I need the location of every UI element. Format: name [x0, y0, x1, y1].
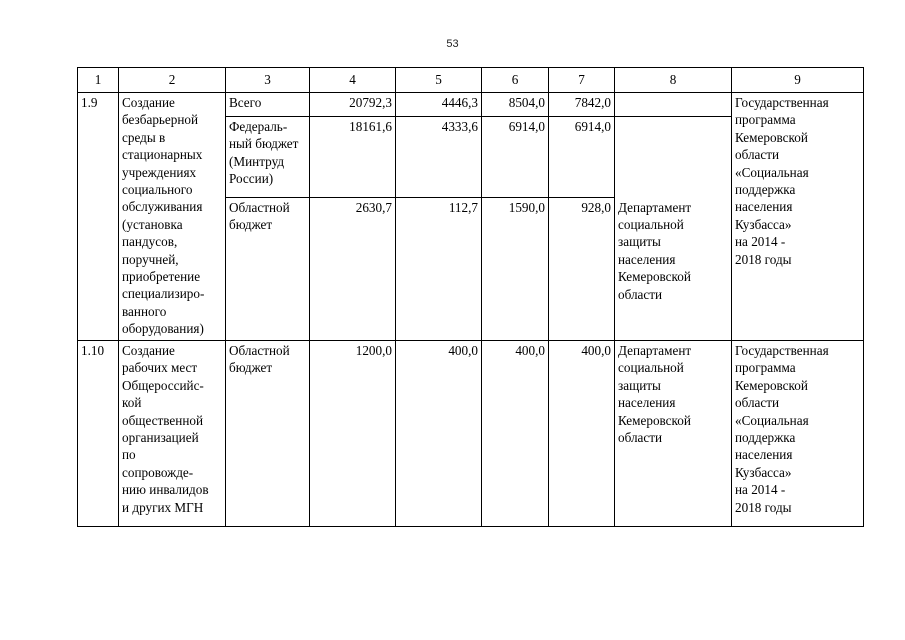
funding-source: Всего: [226, 93, 310, 117]
executor: [615, 93, 732, 117]
year2-amount: 1590,0: [482, 198, 549, 341]
year1-amount: 4333,6: [396, 117, 482, 198]
page-number: 53: [446, 38, 459, 50]
activity-name: Создание рабочих мест Общероссийс- кой общественной организацией по сопровожде- нию инвалидов и других МГН: [119, 341, 226, 527]
column-header: 2: [119, 68, 226, 93]
column-header: 7: [549, 68, 615, 93]
funding-source: Областной бюджет: [226, 198, 310, 341]
year2-amount: 6914,0: [482, 117, 549, 198]
state-program: Государственная программа Кемеровской области «Социальная поддержка населения Кузбасса» на 2014 - 2018 годы: [732, 341, 864, 527]
year1-amount: 112,7: [396, 198, 482, 341]
total-amount: 1200,0: [310, 341, 396, 527]
column-header: 3: [226, 68, 310, 93]
year2-amount: 400,0: [482, 341, 549, 527]
year3-amount: 400,0: [549, 341, 615, 527]
row-number: 1.10: [78, 341, 119, 527]
year3-amount: 7842,0: [549, 93, 615, 117]
year1-amount: 4446,3: [396, 93, 482, 117]
activity-name: Создание безбарьерной среды в стационарных учреждениях социального обслуживания (установка пандусов, поручней, приобретение специализиро- ванного оборудования): [119, 93, 226, 341]
year3-amount: 928,0: [549, 198, 615, 341]
total-amount: 18161,6: [310, 117, 396, 198]
column-header: 5: [396, 68, 482, 93]
total-amount: 2630,7: [310, 198, 396, 341]
total-amount: 20792,3: [310, 93, 396, 117]
program-table: [77, 67, 864, 527]
table-header-row: [78, 68, 864, 93]
column-header: 8: [615, 68, 732, 93]
year2-amount: 8504,0: [482, 93, 549, 117]
column-header: 6: [482, 68, 549, 93]
executor: [615, 117, 732, 198]
column-header: 9: [732, 68, 864, 93]
table-row: [78, 341, 864, 527]
row-number: 1.9: [78, 93, 119, 341]
executor: Департамент социальной защиты населения Кемеровской области: [615, 341, 732, 527]
table-row: [78, 93, 864, 117]
year3-amount: 6914,0: [549, 117, 615, 198]
year1-amount: 400,0: [396, 341, 482, 527]
column-header: 1: [78, 68, 119, 93]
funding-source: Областной бюджет: [226, 341, 310, 527]
funding-source: Федераль- ный бюджет (Минтруд России): [226, 117, 310, 198]
column-header: 4: [310, 68, 396, 93]
state-program: Государственная программа Кемеровской области «Социальная поддержка населения Кузбасса» на 2014 - 2018 годы: [732, 93, 864, 341]
executor: Департамент социальной защиты населения Кемеровской области: [615, 198, 732, 341]
